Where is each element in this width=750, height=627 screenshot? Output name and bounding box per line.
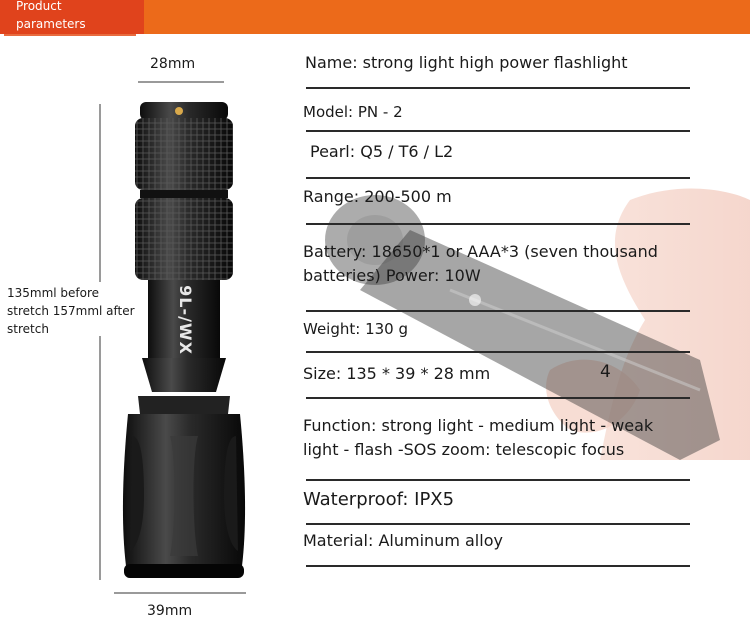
rule-1 [306, 87, 690, 89]
bottom-width-line [114, 592, 246, 594]
product-marking: 9L-/WX [176, 285, 195, 355]
rule-10 [306, 565, 690, 567]
spec-battery-line1: Battery: 18650*1 or AAA*3 (seven thousand [303, 242, 658, 261]
spec-function-line1: Function: strong light - medium light - weak [303, 416, 654, 435]
spec-name: Name: strong light high power flashlight [305, 53, 628, 72]
bottom-width-label: 39mm [147, 603, 193, 619]
length-note: 135mml before stretch 157mml after stretch [4, 282, 147, 336]
rule-9 [306, 523, 690, 525]
flashlight-image [110, 96, 260, 586]
rule-4 [306, 223, 690, 225]
spec-size: Size: 135 * 39 * 28 mm [303, 364, 491, 383]
rule-7 [306, 397, 690, 399]
rule-2 [306, 130, 690, 132]
spec-range: Range: 200-500 m [303, 187, 452, 206]
header-tab-underline [4, 34, 136, 36]
spec-battery-line2: batteries) Power: 10W [303, 266, 481, 285]
header-tab-label: Product parameters [16, 0, 86, 31]
spec-material: Material: Aluminum alloy [303, 531, 503, 550]
rule-3 [306, 177, 690, 179]
rule-6 [306, 351, 690, 353]
spec-function-line2: light - flash -SOS zoom: telescopic focus [303, 440, 625, 459]
length-line [99, 104, 101, 580]
spec-pearl: Pearl: Q5 / T6 / L2 [310, 142, 454, 161]
rule-8 [306, 479, 690, 481]
spec-model: Model: PN - 2 [303, 103, 403, 121]
rule-5 [306, 310, 690, 312]
top-width-line [138, 81, 224, 83]
spec-weight: Weight: 130 g [303, 320, 408, 338]
header-tab [0, 0, 144, 34]
spec-waterproof: Waterproof: IPX5 [303, 489, 455, 510]
top-width-label: 28mm [150, 56, 196, 72]
spec-size-extra: 4 [600, 362, 611, 382]
